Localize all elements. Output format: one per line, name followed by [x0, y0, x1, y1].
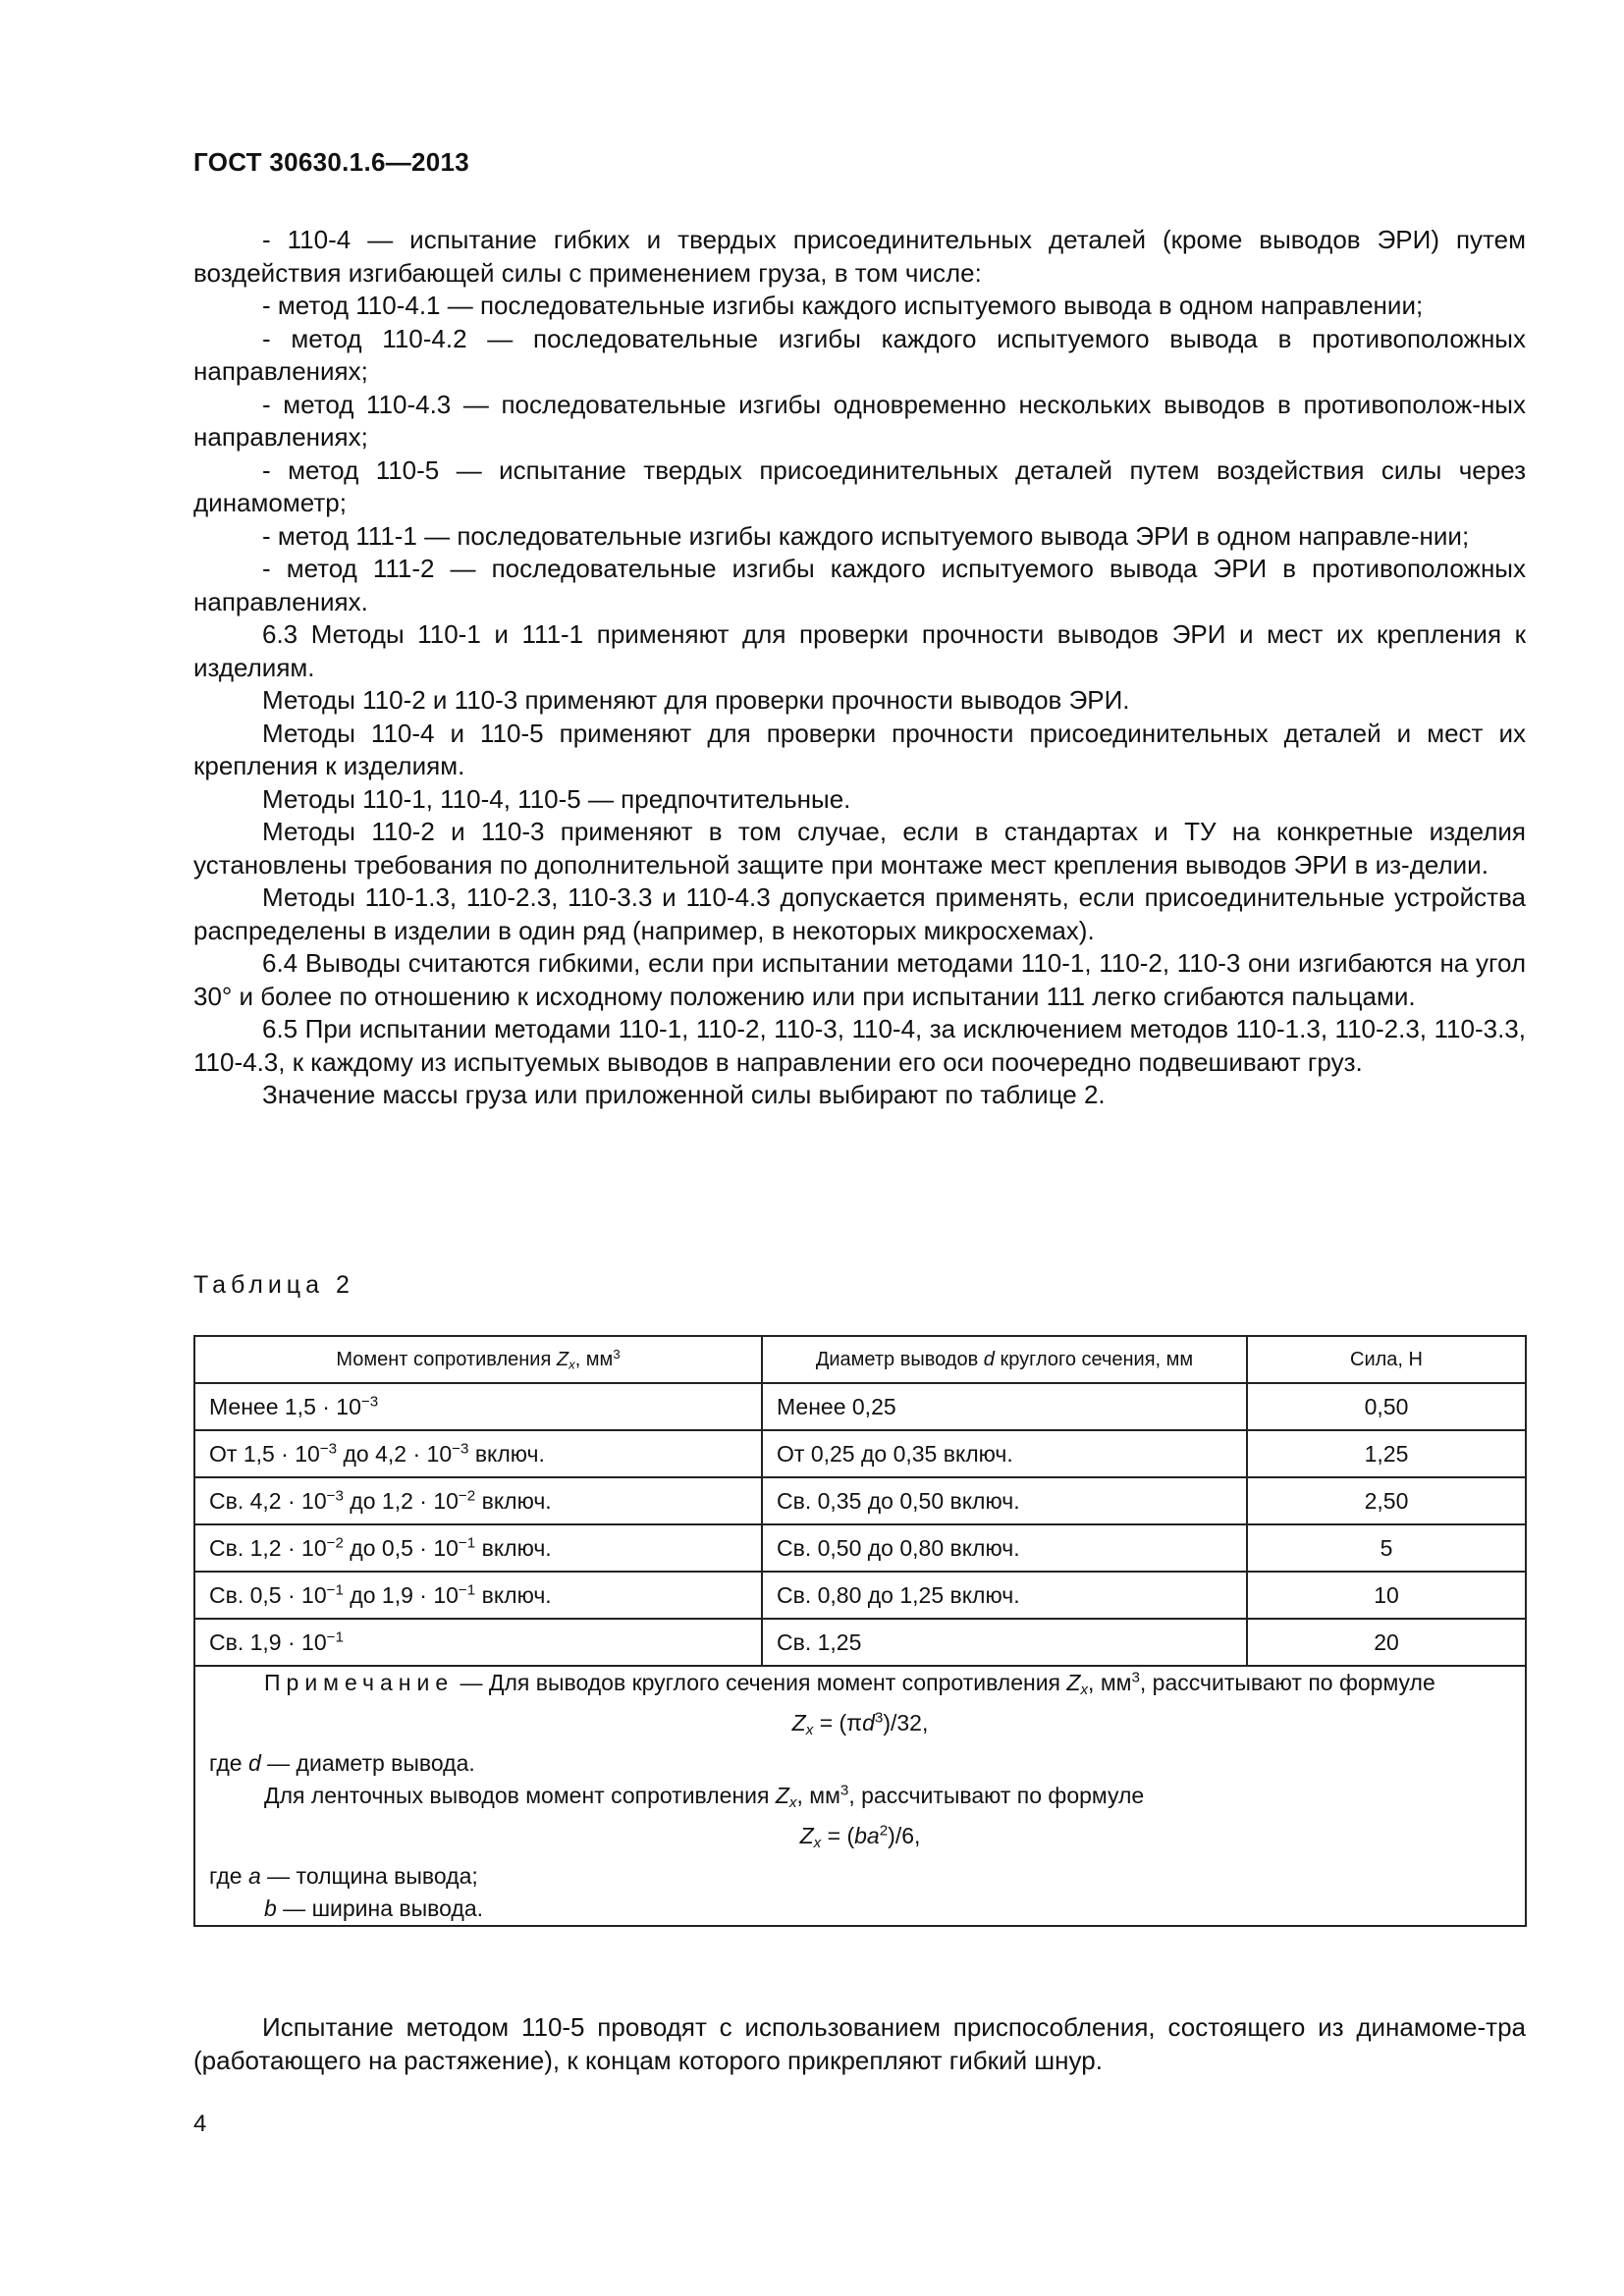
document-header: ГОСТ 30630.1.6—2013	[193, 147, 470, 177]
diameter-cell: Св. 0,35 до 0,50 включ.	[762, 1477, 1247, 1524]
paragraph: - метод 111-1 — последовательные изгибы каждого испытуемого вывода ЭРИ в одном направле-нии;	[262, 520, 1470, 551]
paragraph: - метод 110-4.1 — последовательные изгибы каждого испытуемого вывода в одном направлении;	[262, 291, 1424, 320]
force-cell: 0,50	[1247, 1383, 1526, 1430]
force-cell: 1,25	[1247, 1430, 1526, 1477]
table-header-row	[194, 1336, 1526, 1383]
table-row	[194, 1477, 1526, 1524]
paragraph: 6.3 Методы 110-1 и 111-1 применяют для проверки прочности выводов ЭРИ и мест их крепления к изделиям.	[193, 619, 1526, 682]
note-line-2: Для ленточных выводов момент сопротивления $Z_x$, $мм^3$, рассчитывают по формуле	[264, 1782, 1145, 1811]
moment-cell: Св. $0,5 \cdot 10^{-1}$ до $1,9 \cdot 10^{-1}$ включ.	[194, 1572, 762, 1619]
diameter-cell: Св. 1,25	[762, 1619, 1247, 1666]
paragraph: 6.4 Выводы считаются гибкими, если при испытании методами 110-1, 110-2, 110-3 они изгибаются на угол 30° и более по отношению к исходному положению или при испытании 111 легко сгибаются пальцами.	[193, 948, 1526, 1011]
diameter-cell: От 0,25 до 0,35 включ.	[762, 1430, 1247, 1477]
force-cell: 5	[1247, 1524, 1526, 1572]
diameter-cell: Менее 0,25	[762, 1383, 1247, 1430]
paragraph: - метод 110-4.3 — последовательные изгибы одновременно нескольких выводов в противополож-ных направлениях;	[193, 389, 1526, 452]
note-where-d: где d — диаметр вывода.	[209, 1750, 475, 1776]
page-number: 4	[193, 2110, 207, 2137]
diameter-cell: Св. 0,80 до 1,25 включ.	[762, 1572, 1247, 1619]
note-line-1: Примечание — Для выводов круглого сечения момент сопротивления $Z_x$, $мм^3$, рассчитывают по формуле	[264, 1669, 1435, 1698]
table-note	[194, 1666, 1526, 1926]
table-row	[194, 1383, 1526, 1430]
diameter-cell: Св. 0,50 до 0,80 включ.	[762, 1524, 1247, 1572]
formula-round: $Z_x = (\pi d^3)/32$,	[791, 1709, 929, 1738]
paragraph: - метод 110-4.2 — последовательные изгибы каждого испытуемого вывода в противоположных направлениях;	[193, 323, 1526, 386]
table-row	[194, 1619, 1526, 1666]
column-header-diameter: Диаметр выводов d круглого сечения, мм	[762, 1336, 1247, 1383]
paragraph: Значение массы груза или приложенной силы выбирают по таблице 2.	[262, 1080, 1106, 1109]
table-caption: Таблица 2	[193, 1271, 354, 1299]
data-table	[193, 1335, 1527, 1927]
paragraph: - метод 110-5 — испытание твердых присоединительных деталей путем воздействия силы через динамометр;	[193, 454, 1526, 517]
paragraph: Методы 110-4 и 110-5 применяют для проверки прочности присоединительных деталей и мест их крепления к изделиям.	[193, 718, 1526, 780]
closing-text	[193, 2010, 1526, 2077]
paragraph: Методы 110-2 и 110-3 применяют для проверки прочности выводов ЭРИ.	[262, 685, 1130, 715]
table-note-row	[194, 1666, 1526, 1926]
force-cell: 20	[1247, 1619, 1526, 1666]
table-row	[194, 1524, 1526, 1572]
paragraph: Методы 110-1, 110-4, 110-5 — предпочтительные.	[262, 783, 851, 814]
moment-cell: Св. $1,2 \cdot 10^{-2}$ до $0,5 \cdot 10^{-1}$ включ.	[194, 1524, 762, 1572]
force-cell: 10	[1247, 1572, 1526, 1619]
paragraph: - 110-4 — испытание гибких и твердых присоединительных деталей (кроме выводов ЭРИ) путем воздействия изгибающей силы с применением груза, в том числе:	[193, 225, 1526, 288]
moment-cell: От $1,5 \cdot 10^{-3}$ до $4,2 \cdot 10^{-3}$ включ.	[194, 1430, 762, 1477]
note-where-b: b — ширина вывода.	[264, 1896, 483, 1921]
table-row	[194, 1430, 1526, 1477]
force-cell: 2,50	[1247, 1477, 1526, 1524]
paragraph: Методы 110-2 и 110-3 применяют в том случае, если в стандартах и ТУ на конкретные изделия установлены требования по дополнительной защите при монтаже мест крепления выводов ЭРИ в из-делии.	[193, 817, 1526, 880]
moment-cell: Менее $1,5 \cdot 10^{-3}$	[194, 1383, 762, 1430]
table-row	[194, 1572, 1526, 1619]
moment-cell: Св. $4,2 \cdot 10^{-3}$ до $1,2 \cdot 10^{-2}$ включ.	[194, 1477, 762, 1524]
paragraph: 6.5 При испытании методами 110-1, 110-2, 110-3, 110-4, за исключением методов 110-1.3, 110-2.3, 110-3.3, 110-4.3, к каждому из испытуемых выводов в направлении его оси поочередно подвешивают груз.	[193, 1014, 1526, 1077]
note-where-a: где a — толщина вывода;	[209, 1863, 478, 1889]
paragraph: Испытание методом 110-5 проводят с использованием приспособления, состоящего из динамоме-тра (работающего на растяжение), к концам которого прикрепляют гибкий шнур.	[193, 2012, 1526, 2075]
paragraph: Методы 110-1.3, 110-2.3, 110-3.3 и 110-4.3 допускается применять, если присоединительные устройства распределены в изделии в один ряд (например, в некоторых микросхемах).	[193, 882, 1526, 945]
column-header-force: Сила, Н	[1247, 1336, 1526, 1383]
formula-ribbon: $Z_x = (ba^2)/6$,	[799, 1822, 921, 1851]
moment-cell: Св. $1,9 \cdot 10^{-1}$	[194, 1619, 762, 1666]
column-header-moment: Момент сопротивления $Z_x$, $мм^3$	[194, 1336, 762, 1383]
paragraph: - метод 111-2 — последовательные изгибы каждого испытуемого вывода ЭРИ в противоположных направлениях.	[193, 554, 1526, 616]
document-body	[193, 224, 1526, 1112]
